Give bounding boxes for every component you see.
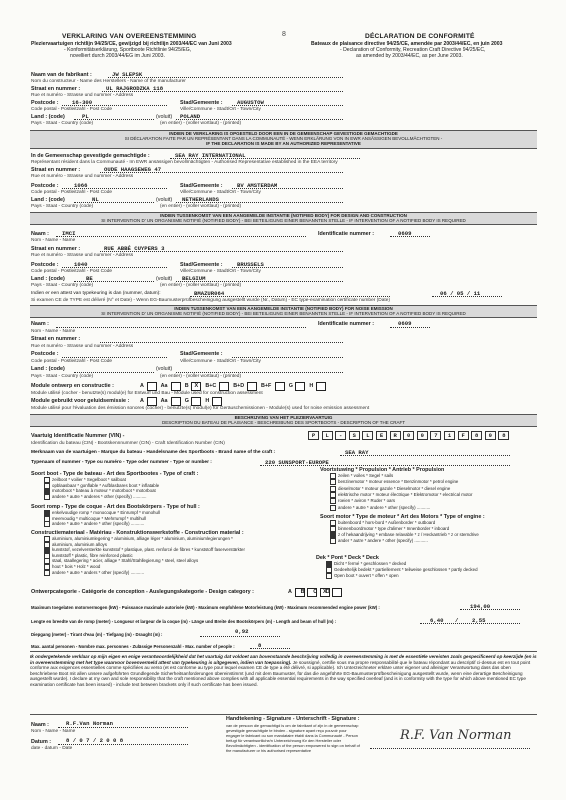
manufacturer-city-value[interactable]: AUGUSTOW xyxy=(237,99,264,106)
body1-street-value[interactable]: RUE ABBÉ CUYPERS 3 xyxy=(104,245,165,252)
vin-char-box[interactable]: 1 xyxy=(444,431,455,440)
body2-street-sub: Rue et numéro - Strasse und nummer - Address xyxy=(31,344,134,349)
type-label: Typenaam of nummer - Type ou numéro - Type oder nummer - Type or number : xyxy=(31,460,212,465)
boat-type-text: andere * autre * anderes * other (specify) ........... xyxy=(52,493,147,499)
noise-module-label: Module gebruikt voor geluidsemissie : xyxy=(31,398,130,404)
propulsion-item[interactable] xyxy=(330,492,472,498)
design-category-label-d: D xyxy=(325,589,330,595)
rep-street-value[interactable]: OUDE HAAGSEWEG 47 xyxy=(104,166,162,173)
material-text: andere * autre * anders * other (specify) ........... xyxy=(52,569,145,575)
vin-char-box[interactable]: 7 xyxy=(430,431,441,440)
body2-land-sub: Pays - Staat - Country (code) xyxy=(31,374,94,379)
body2-city-sub: Ville/Commune - Stadt/Ort - Town/City xyxy=(180,359,261,364)
noise-module-sub: Module utilisé pour l'évaluation des émission sonores (cocher) - benutzte(s) modul(e) für Geräuschemissionen - Module(s) used for noise emission assessment xyxy=(31,406,370,411)
notified-body-noise-band: INDIEN TUSSENKOMST VAN EEN AANGEMELDE INSTANTIE (NOTIFIED BODY) FOR NOISE EMISSION SI INTERVENTION D' UN ORGANISME NOTIFIÉ (NOTIFIED BODY) - BEI BETEILIGUNG EINER BENANNTEN STELLE - IF INTERVENTION OF A NOTIFIED BODY IS REQUIRED xyxy=(30,305,537,318)
hull-text: enkelvoudige romp * monocoque * Einrumpf * monohull xyxy=(52,510,160,516)
body1-id-label: Identificatie nummer : xyxy=(318,231,375,237)
deck-label: Dek * Pont * Deck * Deck xyxy=(316,555,379,561)
manufacturer-name-sub: Nom du constructeur - Name des Herstellers - Name of the manufacturer xyxy=(31,79,186,84)
design-category-checkbox-c[interactable]: X xyxy=(320,588,330,597)
vin-char-box[interactable]: L xyxy=(322,431,333,440)
left-title: VERKLARING VAN OVEREENSTEMMING xyxy=(62,33,197,40)
rep-postcode-sub: Code postal - Postleitzahl - Post Code xyxy=(31,190,113,195)
body2-land-label: Land : (code) xyxy=(31,366,65,372)
body1-cert-date[interactable]: 06 / 05 / 11 xyxy=(440,290,481,297)
construction-module-checkbox-aa[interactable] xyxy=(171,382,181,391)
material-text: hout * bois * Holz * wood xyxy=(52,564,101,570)
draught-label: Diepgang (meter) - Tirant d'eau (m) - Tiefgang (m) - Draught (m) : xyxy=(31,632,163,637)
noise-module-label-h: H xyxy=(205,398,210,404)
type-value[interactable]: 220 SUNSPORT-EUROPE xyxy=(265,459,329,466)
propulsion-item[interactable] xyxy=(330,505,430,511)
manufacturer-name-label: Naam van de fabrikant : xyxy=(31,72,92,78)
power-label: Maximum toegelaten motorvermogen (kW) - Puissance maximale autorisée (kW) - Maximum empfohlene Motorleistung (kW) - Maximum recommended engine power (kW) : xyxy=(31,605,380,610)
body1-postcode-value[interactable]: 1040 xyxy=(74,261,88,268)
declaration-text: Ik ondergetekende verklaar op mijn eigen en enige verantwoordelijkheid dat het vaartuig dat voldoet aan bovenstaande beschrijving volledig in overeenstemming is met de essentiële vereisten zoals gespecificeerd op keerzijde (en is in overeenstemming met het type waarvoor bovenvermeld attest van typekeuring is uitgegeven, indien van toepassing). Je soussigné, certifie sous ma propre responsabilité que le bateau répondant au descriptif ci-dessus est en tout point conforme aux exigences essentielles comme spécifiées au verso (et est conforme au type pour lequel examen CE de type a été délivré, si applicable). Ich Unterzeichneter erkläre unter eigener und alleiniger Verantwortung dass das oben beschriebene Boot mit allen unsere aufgeführten Grundlegende Sicherheitsanforderungen übereinstimmt (und mit dem Baumuster, für das die angeführte EG-Baumusterprüfbescheinigung ausgestellt wurde, wenn eine derartige Bescheinigung ausgestellt wurde). I declare at my own and sole responsibility that the craft mentioned above complies with all applicable essential requirements in the way specified overleaf (and is in conformity with the type for which above mentioned EC type examination certificate has been issued) - include text between brackets only if such certificate has been issued. xyxy=(30,654,537,687)
propulsion-checkbox[interactable] xyxy=(330,473,336,479)
construction-module-checkbox-h[interactable] xyxy=(316,382,326,391)
boat-type-checkbox[interactable] xyxy=(44,494,50,500)
hull-item[interactable] xyxy=(44,521,144,527)
engine-text: buitenboord * hors-bord * Außenborder * outboard xyxy=(338,520,436,526)
rep-land-full-label: (voluit) xyxy=(156,197,173,203)
propulsion-text: dieselmotor * moteur gazole * Dieselmotor * diesel engine xyxy=(338,485,451,491)
body1-land-full-sub: (en entier) - (voller wortlaut) - (printed) xyxy=(160,283,242,288)
body1-cert-sub: Si examen CE de TYPE est délivré (N° et Date) - Wenn EG-Baumusterprüfbescheinigung ausgestellt wurde (Nr., Datum) - EC type-examination certificate number (Date) xyxy=(31,298,390,303)
construction-module-checkbox-bplusf[interactable] xyxy=(275,382,285,391)
body2-postcode-label: Postcode : xyxy=(31,351,59,357)
construction-module-checkbox-b[interactable]: X xyxy=(191,382,201,391)
persons-label: Max. aantal personen - Nombre max. personnes - Zulässige Personenzahl - Max. number of people : xyxy=(31,644,235,649)
rep-land-full[interactable]: NETHERLANDS xyxy=(182,196,219,203)
vin-char-box[interactable]: 0 xyxy=(485,431,496,440)
handwritten-signature: R.F. Van Norman xyxy=(400,728,512,743)
material-text: aluminium, aluminium alloys xyxy=(52,541,107,547)
propulsion-text: andere * autre * andere * other (specify) ........... xyxy=(338,504,431,510)
engine-text: ander * autre * andere * other (specify) ........... xyxy=(338,538,428,544)
propulsion-item[interactable] xyxy=(330,486,450,492)
sign-date-value[interactable]: 8 / 0 7 / 2 0 0 8 xyxy=(66,737,124,744)
rep-city-sub: Ville/Commune - Stadt/Ort - Town/City xyxy=(180,190,261,195)
vin-char-box[interactable]: - xyxy=(335,431,346,440)
design-category-checkbox-d[interactable] xyxy=(332,588,342,597)
material-checkbox[interactable] xyxy=(44,570,50,576)
margin-mark: 8 xyxy=(282,31,286,38)
body1-name-label: Naam : xyxy=(31,231,49,237)
body1-street-sub: Rue et numéro - Strasse und nummer - Address xyxy=(31,253,134,258)
rep-postcode-label: Postcode : xyxy=(31,183,59,189)
manufacturer-land-label: Land : (code) xyxy=(31,114,65,120)
body1-name-sub: Nom - Name - Name xyxy=(31,238,76,243)
material-item[interactable] xyxy=(44,570,144,576)
vin-char-box[interactable]: 8 xyxy=(471,431,482,440)
left-subtitle-3: novelliert durch 2003/44/EG im Juni 2003. xyxy=(70,53,165,59)
deck-text: Gedeeltelijk bedekt * partiellement * teilweise geschlossen * partly decked xyxy=(334,567,478,573)
propulsion-text: benzinemotor * moteur essence * Benzinmotor * petrol engine xyxy=(338,479,459,485)
right-subtitle-1: Bateaux de plaisance directive 94/25/CE, amendée par 2003/44/EC, en juin 2003 xyxy=(311,41,503,47)
left-subtitle-2: - Konformitätserklärung, Sportboote Richtlinie 94/25/EG, xyxy=(64,47,192,53)
body2-city-label: Stad/Gemeente : xyxy=(180,351,223,357)
signature-label: Handtekening - Signature - Unterschrift - Signature : xyxy=(226,716,360,722)
manufacturer-street-sub: Rue et numéro - Strasse und nummer - Address xyxy=(31,93,134,98)
vin-label: Vaartuig Identificatie Nummer (VIN) - xyxy=(31,433,125,439)
body1-city-value[interactable]: BRUSSELS xyxy=(237,261,264,268)
rep-city-label: Stad/Gemeente : xyxy=(180,183,223,189)
material-text: staal, staallegering * acier, alliage * Stahl/Stahllegierung * steel, steel alloys xyxy=(52,558,199,564)
propulsion-checkbox[interactable] xyxy=(330,486,336,492)
rep-city-value[interactable]: BV AMSTERDAM xyxy=(237,182,278,189)
manufacturer-city-label: Stad/Gemeente : xyxy=(180,100,223,106)
manufacturer-land-code[interactable]: PL xyxy=(82,113,89,120)
hull-text: andere * autre * andere * other (specify) ........... xyxy=(52,521,145,527)
left-subtitle-1: Pleziervaartuigen richtlijn 94/25/CE, gewijzigd bij richtlijn 2003/44/EC van Juni 2003 xyxy=(31,41,232,47)
rep-value[interactable]: SEA RAY INTERNATIONAL xyxy=(175,152,246,159)
body1-city-label: Stad/Gemeente : xyxy=(180,262,223,268)
signer-name-value[interactable]: R.F.Van Norman xyxy=(66,720,113,727)
draught-value[interactable]: 0,92 xyxy=(235,628,249,635)
body2-land-full-label: (voluit) xyxy=(156,366,173,372)
propulsion-checkbox[interactable] xyxy=(330,492,336,498)
vin-char-box[interactable]: S xyxy=(349,431,360,440)
craft-description-band: BESCHRIJVING VAN HET PLEZIERVAARTUIG DESCRIPTION DU BATEAU DE PLAISANCE - BESCHREIBUNG DES SPORTBOOTS - DESCRIPTION OF THE CRAFT xyxy=(30,414,537,427)
body1-id-value[interactable]: 0609 xyxy=(398,230,412,237)
right-title: DÉCLARATION DE CONFORMITÉ xyxy=(365,33,475,40)
signer-name-label: Naam : xyxy=(31,722,49,728)
boat-type-text: opblaasbaar * gonflable * Aufblasbares boot * inflatable xyxy=(52,482,160,488)
engine-text: binnenboordmotor * type d'alimer * Innenborder * inboard xyxy=(338,526,450,532)
propulsion-checkbox[interactable] xyxy=(330,479,336,485)
propulsion-label: Voortstuwing * Propulsion * Antrieb * Propulsion xyxy=(320,467,445,473)
manufacturer-name-value[interactable]: JW SLEPSK xyxy=(112,71,143,78)
rep-land-label: Land : (code) xyxy=(31,197,65,203)
body1-land-label: Land : (code) xyxy=(31,276,65,282)
boat-type-text: motorboot * bateau à moteur * motorboot * motorboat xyxy=(52,488,156,494)
length-label: Lengte en breedte van de romp (meter) - Longueur et largeur de la coque (m) - Länge und Breite des Bootskörpers (m) - Length and beam of hull (m) : xyxy=(31,619,337,624)
vin-sub: Identification du bateau (CIN) - Bootskennnummer (CIN) - Craft Identification Number (CIN) xyxy=(31,441,225,446)
engine-checkbox[interactable] xyxy=(330,538,336,544)
construction-module-sub: Module utilisé (cocher - benutzte(s) modul(e) für Entwurf und Bau - Module used for construction assessment xyxy=(31,391,263,396)
vin-char-box[interactable]: F xyxy=(458,431,469,440)
body2-id-value[interactable]: 0609 xyxy=(398,320,412,327)
engine-text: z of hekaandrijving * embase relavable * z / Heckantrieb * z or sterndrive xyxy=(338,532,479,538)
body2-name-label: Naam : xyxy=(31,321,49,327)
construction-module-label-a: A xyxy=(140,383,144,389)
manufacturer-land-full[interactable]: POLAND xyxy=(180,113,201,120)
propulsion-checkbox[interactable] xyxy=(330,505,336,511)
design-category-label-c: C xyxy=(313,589,318,595)
construction-module-label-bplusd: B+D xyxy=(233,383,245,389)
right-subtitle-2: - Declaration of Conformity, Recreation Craft Directive 94/25/EC, xyxy=(340,47,486,53)
rep-land-code[interactable]: NL xyxy=(92,196,99,203)
vin-char-box[interactable]: E xyxy=(376,431,387,440)
brand-label: Merknaam van de vaartuigen - Marque du bateau - Handelsname des Sportboots - Brand name of the craft : xyxy=(31,450,276,455)
vin-char-box[interactable]: P xyxy=(308,431,319,440)
manufacturer-postcode-sub: Code postal - Postleitzahl - Post Code xyxy=(31,107,113,112)
construction-module-checkbox-bplusd[interactable] xyxy=(247,382,257,391)
noise-module-checkbox-g[interactable] xyxy=(191,397,201,406)
vin-char-box[interactable]: 0 xyxy=(417,431,428,440)
persons-value[interactable]: 8 xyxy=(258,642,262,649)
notified-body-design-band: INDIEN TUSSENKOMST VAN EEN AANGEMELDE INSTANTIE (NOTIFIED BODY) FOR DESIGN AND CONSTRUCTION SI INTERVENTION D' UN ORGANISME NOTIFIÉ (NOTIFIED BODY) - BEI BETEILIGUNG EINER BENANNTEN STELLE - IF INTERVENTION OF A NOTIFIED BODY IS REQUIRED xyxy=(30,212,537,225)
manufacturer-street-label: Straat en nummer : xyxy=(31,86,81,92)
body1-city-sub: Ville/Commune - Stadt/Ort - Town/City xyxy=(180,269,261,274)
vin-char-box[interactable]: L xyxy=(362,431,373,440)
body1-land-full-label: (voluit) xyxy=(156,276,173,282)
rep-street-label: Straat en nummer : xyxy=(31,167,81,173)
vin-char-box[interactable]: 0 xyxy=(403,431,414,440)
construction-module-label-bplusc: B+C xyxy=(205,383,217,389)
hull-checkbox[interactable] xyxy=(44,521,50,527)
construction-module-label-bplusf: B+F xyxy=(261,383,272,389)
body1-land-code[interactable]: BE xyxy=(86,275,93,282)
body2-name-sub: Nom - Name - Name xyxy=(31,329,76,334)
propulsion-item[interactable] xyxy=(330,473,393,479)
sign-date-sub: date - datum - Date xyxy=(31,746,73,751)
design-category-label: Ontwerpcategorie - Catégorie de conception - Auslegungskategorie - Design category : xyxy=(31,589,254,595)
vin-char-box[interactable]: 8 xyxy=(498,431,509,440)
noise-module-checkbox-aa[interactable] xyxy=(171,397,181,406)
boat-type-item[interactable] xyxy=(44,494,146,500)
rep-land-sub: Pays - Staat - Country (code) xyxy=(31,204,94,209)
noise-module-checkbox-a[interactable] xyxy=(147,397,157,406)
propulsion-item[interactable] xyxy=(330,479,458,485)
body1-land-sub: Pays - Staat - Country (code) xyxy=(31,283,94,288)
declaration-form-page: VERKLARING VAN OVEREENSTEMMING Pleziervaartuigen richtlijn 94/25/CE, gewijzigd bij richtlijn 2003/44/EC van Juni 2003 - Konformitätserklärung, Sportboote Richtlinie 94/25/EG, novelliert durch 2003/44/EG im Juni 2003. 8 DÉCLARATION DE CONFORMITÉ Bateaux de plaisance directive 94/25/CE, amendée par 2003/44/EC, en juin 2003 - Declaration of Conformity, Recreation Craft Directive 94/25/EC, as amended by 2003/44/EC, as per June 2003. Naam van de fabrikant : JW SLEPSK Nom du constructeur - Name des Herstellers - Name of the manufacturer Straat en nummer : UL RAJGRODZKA 118 Rue et numéro - Strasse und nummer - Address Postcode : 16-300 Stad/Gemeente : AUGUSTOW Code postal - Postleitzahl - Post Code Ville/Commune - Stadt/Ort - Town/City Land : (code) PL (voluit) POLAND Pays - Staat - Country (code) (en entier) - (voller wortlaut) - (printed) INDIEN DE VERKLARING IS OPGESTELD DOOR EEN IN DE GEMEENSCHAP GEVESTIGDE GEMACHTIGDE SI DÉCLARATION FAITE PAR UN REPRÉSENTANT DANS LA COMMUNAUTÉ - WENN ERKLÄRUNG VON IN EWR ANSÄSSIGEN BEVOLLMÄCHTIGTEN - IF THE DECLARATION IS MADE BY AN AUTHORIZED REPRESENTATIVE In de Gemeenschap gevestigde gemachtigde : SEA RAY INTERNATIONAL Représentant résident dans la Communauté - Im EWR ansässigen bevollmächtigten - Authorised Representative established in the EEA territory Straat en nummer : OUDE HAAGSEWEG 47 Rue et numéro - Strasse und nummer - Address Postcode : 1066 Stad/Gemeente : BV AMSTERDAM Code postal - Postleitzahl - Post Code Ville/Commune - Stadt/Ort - Town/City Land : (code) NL (voluit) NETHERLANDS Pays - Staat - Country (code) (en entier) - (voller wortlaut) - (printed) INDIEN TUSSENKOMST VAN EEN AANGEMELDE INSTANTIE (NOTIFIED BODY) FOR DESIGN AND CONSTRUCTION SI INTERVENTION D' UN ORGANISME NOTIFIÉ (NOTIFIED BODY) - BEI BETEILIGUNG EINER BENANNTEN STELLE - IF INTERVENTION OF A NOTIFIED BODY IS REQUIRED Naam : IMCI Identificatie nummer : 0609 Nom - Name - Name Straat en nummer : RUE ABBÉ CUYPERS 3 Rue et numéro - Strasse und nummer - Address Postcode : 1040 Stad/Gemeente : BRUSSELS Code postal - Postleitzahl - Post Code Ville/Commune - Stadt/Ort - Town/City Land : (code) BE (voluit) BELGIUM Pays - Staat - Country (code) (en entier) - (voller wortlaut) - (printed) Indien er een attest van typekeuring is dan (nummer, datum): BMAZUR064 06 / 05 / 11 Si examen CE de TYPE est délivré (N° et Date) - Wenn EG-Baumusterprüfbescheinigung ausgestellt wurde (Nr., Datum) - EC type-examination certificate number (Date) INDIEN TUSSENKOMST VAN EEN AANGEMELDE INSTANTIE (NOTIFIED BODY) FOR NOISE EMISSION SI INTERVENTION D' UN ORGANISME NOTIFIÉ (NOTIFIED BODY) - BEI BETEILIGUNG EINER BENANNTEN STELLE - IF INTERVENTION OF A NOTIFIED BODY IS REQUIRED Naam : Identificatie nummer : 0609 Nom - Name - Name Straat en nummer : Rue et numéro - Strasse und nummer - Address Postcode : Stad/Gemeente : Code postal - Postleitzahl - Post Code Ville/Commune - Stadt/Ort - Town/City Land : (code) (voluit) Pays - Staat - Country (code) (en entier) - (voller wortlaut) - (printed) Module ontwerp en constructie : A Aa B X B+C B+D B+F G H Module utilisé (cocher - benutzte(s) modul(e) für Entwurf und Bau - Module used for construction assessment Module gebruikt voor geluidsemissie : A Aa G H Module utilisé pour l'évaluation des émission sonores (cocher) - benutzte(s) modul(e) für Geräuschemissionen - Module(s) used for noise emission assessment BESCHRIJVING VAN HET PLEZIERVAARTUIG DESCRIPTION DU BATEAU DE PLAISANCE - BESCHREIBUNG DES SPORTBOOTS - DESCRIPTION OF THE CRAFT Vaartuig Identificatie Nummer (VIN) - P L - S L E R 0 0 7 1 F 8 0 8 Identification du bateau (CIN) - Bootskennnummer (CIN) - Craft Identification Number (CIN) Merknaam van de vaartuigen - Marque du bateau - Handelsname des Sportboots - Brand name of the craft : SEA RAY Typenaam of nummer - Type ou numéro - Type oder nummer - Type or number : 220 SUNSPORT-EUROPE Soort boot - Type de bateau - Art des Sportbootes - Type of craft : zeilboot * voilier * Segelboot * sailboat opblaasbaar * gonflable * Aufblasbares boot * inflatable motorboot * bateau à moteur * motorboot * motorboat andere * autre * anderes * other (specify) ........... Voortstuwing * Propulsion * Antrieb * Propulsion zeilen * voiles * Segel * sails benzinemotor * moteur essence * Benzinmotor * petrol engine dieselmotor * moteur gazole * Dieselmotor * diesel engine elektrische motor * moteur électrique * Elektromotor * electrical motor roeien * aviron * Ruder * oars andere * autre * andere * other (specify) ........... Soort romp - Type de coque - Art des Bootskörpers - Type of hull : enkelvoudige romp * monocoque * Einrumpf * monohull meervoudig * multicoque * Mehrrumpf * multihull andere * autre * andere * other (specify) ........... Soort motor * Type de moteur * Art des Motors * Type of engine : buitenboord * hors-bord * Außenborder * outboard binnenboordmotor * type d'alimer * Innenborder * inboard z of hekaandrijving * embase relavable * z / Heckantrieb * z or sterndrive ander * autre * andere * other (specify) ........... Constructiemateriaal - Matériau - Konstruktionswerkstoffe - Construction material : aluminium, aluminiumlegering * aluminium, alliage léger * aluminium, aluminiumlegierungen * aluminium, aluminium alloys kunststof, vezelversterkte kunststof * plastique, plast. renforcé de fibres * kunststoff faserverstärkter kunststoff * plastic, fibre reinforced plastic staal, staallegering * acier, alliage * Stahl/Stahllegierung * steel, steel alloys hout * bois * Holz * wood andere * autre * anders * other (specify) ........... Dek * Pont * Deck * Deck Dicht * fermé * geschlossen * decked Gedeeltelijk bedekt * partiellement * teilweise geschlossen * partly decked Open boot * ouvert * offen * open Ontwerpcategorie - Catégorie de conception - Auslegungskategorie - Design category : A B C X D Maximum toegelaten motorvermogen (kW) - Puissance maximale autorisée (kW) - Maximum empfohlene Motorleistung (kW) - Maximum recommended engine power (kW) : 194,00 Lengte en breedte van de romp (meter) - Longueur et largeur de la coque (m) - Länge und Breite des Bootskörpers (m) - Length and beam of hull (m) : 6,40 / 2,55 Diepgang (meter) - Tirant d'eau (m) - Tiefgang (m) - Draught (m) : 0,92 Max. aantal personen - Nombre max. personnes - Zulässige Personenzahl - Max. number of people : 8 Ik ondergetekende verklaar op mijn eigen en enige verantwoordelijkheid dat het vaartuig dat voldoet aan bovenstaande beschrijving volledig in overeenstemming is met de essentiële vereisten zoals gespecificeerd op keerzijde (en is in overeenstemming met het type waarvoor bovenvermeld attest van typekeuring is uitgegeven, indien van toepassing). Je soussigné, certifie sous ma propre responsabilité que le bateau répondant au descriptif ci-dessus est en tout point conforme aux exigences essentielles comme spécifiées au verso (et est conforme au type pour lequel examen CE de type a été délivré, si applicable). Ich Unterzeichneter erkläre unter eigener und alleiniger Verantwortung dass das oben beschriebene Boot mit allen unsere aufgeführten Grundlegende Sicherheitsanforderungen übereinstimmt (und mit dem Baumuster, für das die angeführte EG-Baumusterprüfbescheinigung ausgestellt wurde, wenn eine derartige Bescheinigung ausgestellt wurde). I declare at my own and sole responsibility that the craft mentioned above complies with all applicable essential requirements in the way specified overleaf (and is in conformity with the type for which above mentioned EC type examination certificate has been issued) - include text between brackets only if such certificate has been issued. Naam : R.F.Van Norman Nom - Name - Name Datum : 8 / 0 7 / 2 0 0 8 date - datum - Date Handtekening - Signature - Unterschrift - Signature : van de persoon die gemachtigd is om de fabrikant of zijn in de gemeenschap gevestigde gemachtigde te binden - signature ayant reçu pouvoir pour engager le fabricant ou son mandataire établi dans la Communauté - Person befugt für verantwortliche/n Unterzeichnung für den Hersteller oder Bevollmächtigten - identification of the person empowered to sign on behalf of the manufacturer or his authorised representative R.F. Van Norman xyxy=(0,0,566,800)
manufacturer-postcode-value[interactable]: 16-300 xyxy=(72,99,93,106)
rep-sub: Représentant résident dans la Communauté - Im EWR ansässigen bevollmächtigten - Authorised Representative established in the EEA territory xyxy=(31,160,338,165)
body1-name-value[interactable]: IMCI xyxy=(62,230,76,237)
hull-text: meervoudig * multicoque * Mehrrumpf * multihull xyxy=(52,515,146,521)
propulsion-text: zeilen * voiles * Segel * sails xyxy=(338,473,394,479)
design-category-label-a: A xyxy=(288,589,292,595)
noise-module-label-a: A xyxy=(140,398,144,404)
construction-module-checkbox-g[interactable] xyxy=(295,382,305,391)
material-text: kunststof, vezelversterkte kunststof * plastique, plast. renforcé de fibres * kunststoff faserverstärkter xyxy=(52,547,245,553)
manufacturer-land-full-sub: (en entier) - (voller wortlaut) - (printed) xyxy=(160,121,242,126)
body1-street-label: Straat en nummer : xyxy=(31,246,81,252)
body1-postcode-sub: Code postal - Postleitzahl - Post Code xyxy=(31,269,113,274)
deck-text: Dicht * fermé * geschlossen * decked xyxy=(334,561,407,567)
manufacturer-city-sub: Ville/Commune - Stadt/Ort - Town/City xyxy=(180,107,261,112)
material-label: Constructiemateriaal - Matériau - Konstruktionswerkstoffe - Construction material : xyxy=(31,530,244,536)
construction-module-label-aa: Aa xyxy=(160,383,168,389)
signer-name-sub: Nom - Name - Name xyxy=(31,729,76,734)
construction-module-label-h: H xyxy=(309,383,314,389)
right-subtitle-3: as amended by 2003/44/EC, as per June 2003. xyxy=(356,53,463,59)
manufacturer-land-sub: Pays - Staat - Country (code) xyxy=(31,121,94,126)
construction-module-label-g: G xyxy=(288,383,293,389)
body1-cert-label: Indien er een attest van typekeuring is dan (nummer, datum): xyxy=(31,291,161,296)
power-value[interactable]: 194,00 xyxy=(470,603,491,610)
body2-land-full-sub: (en entier) - (voller wortlaut) - (printed) xyxy=(160,374,242,379)
body1-postcode-label: Postcode : xyxy=(31,262,59,268)
vin-char-box[interactable]: R xyxy=(390,431,401,440)
material-text: aluminium, aluminiumlegering * aluminium, alliage léger * aluminium, aluminiumlegierungen * xyxy=(52,536,233,542)
rep-postcode-value[interactable]: 1066 xyxy=(74,182,88,189)
beam-value[interactable]: 2,55 xyxy=(472,617,486,624)
design-category-label-b: B xyxy=(300,589,305,595)
signature-explanation: van de persoon die gemachtigd is om de fabrikant of zijn in de gemeenschap gevestigde gemachtigde te binden - signature ayant reçu pouvoir pour engager le fabricant ou son mandataire établi dans la Communauté - Person befugt für verantwortliche/n Unterzeichnung für den Hersteller oder Bevollmächtigten - identification of the person empowered to sign on behalf of the manufacturer or his authorised representative xyxy=(226,723,360,753)
noise-module-checkbox-h[interactable] xyxy=(212,397,222,406)
propulsion-text: roeien * aviron * Ruder * oars xyxy=(338,498,396,504)
rep-land-full-sub: (en entier) - (voller wortlaut) - (printed) xyxy=(160,204,242,209)
construction-module-checkbox-bplusc[interactable] xyxy=(219,382,229,391)
body2-postcode-sub: Code postal - Postleitzahl - Post Code xyxy=(31,359,113,364)
authorized-rep-band: INDIEN DE VERKLARING IS OPGESTELD DOOR EEN IN DE GEMEENSCHAP GEVESTIGDE GEMACHTIGDE SI DÉCLARATION FAITE PAR UN REPRÉSENTANT DANS LA COMMUNAUTÉ - WENN ERKLÄRUNG VON IN EWR ANSÄSSIGEN BEVOLLMÄCHTIGTEN - IF THE DECLARATION IS MADE BY AN AUTHORIZED REPRESENTATIVE xyxy=(30,130,537,149)
body1-cert-number[interactable]: BMAZUR064 xyxy=(194,290,225,297)
boat-type-label: Soort boot - Type de bateau - Art des Sportbootes - Type of craft : xyxy=(31,471,199,477)
deck-text: Open boot * ouvert * offen * open xyxy=(334,573,399,579)
body2-id-label: Identificatie nummer : xyxy=(318,321,375,327)
engine-label: Soort motor * Type de moteur * Art des Motors * Type of engine : xyxy=(320,514,485,520)
brand-value[interactable]: SEA RAY xyxy=(345,449,369,456)
engine-item[interactable] xyxy=(330,538,428,544)
construction-module-label-b: B xyxy=(184,383,189,389)
noise-module-label-g: G xyxy=(184,398,189,404)
body1-land-full[interactable]: BELGIUM xyxy=(182,275,206,282)
construction-module-label: Module ontwerp en constructie : xyxy=(31,383,114,389)
deck-item[interactable] xyxy=(326,573,399,579)
manufacturer-street-value[interactable]: UL RAJGRODZKA 118 xyxy=(106,85,164,92)
hull-label: Soort romp - Type de coque - Art des Bootskörpers - Type of hull : xyxy=(31,504,200,510)
propulsion-text: elektrische motor * moteur électrique * Elektromotor * electrical motor xyxy=(338,492,473,498)
length-value[interactable]: 6,40 xyxy=(430,617,444,624)
manufacturer-land-full-label: (voluit) xyxy=(156,114,173,120)
material-text: kunststoff * plastic, fibre reinforced plastic xyxy=(52,552,133,558)
propulsion-checkbox[interactable] xyxy=(330,498,336,504)
boat-type-text: zeilboot * voilier * Segelboot * sailboat xyxy=(52,477,126,483)
rep-label: In de Gemeenschap gevestigde gemachtigde : xyxy=(31,153,150,159)
manufacturer-postcode-label: Postcode : xyxy=(31,100,59,106)
rep-street-sub: Rue et numéro - Strasse und nummer - Address xyxy=(31,174,134,179)
construction-module-checkbox-a[interactable] xyxy=(147,382,157,391)
deck-checkbox[interactable] xyxy=(326,573,332,579)
sign-date-label: Datum : xyxy=(31,739,52,745)
noise-module-label-aa: Aa xyxy=(160,398,168,404)
body2-street-label: Straat en nummer : xyxy=(31,336,81,342)
propulsion-item[interactable] xyxy=(330,498,395,504)
